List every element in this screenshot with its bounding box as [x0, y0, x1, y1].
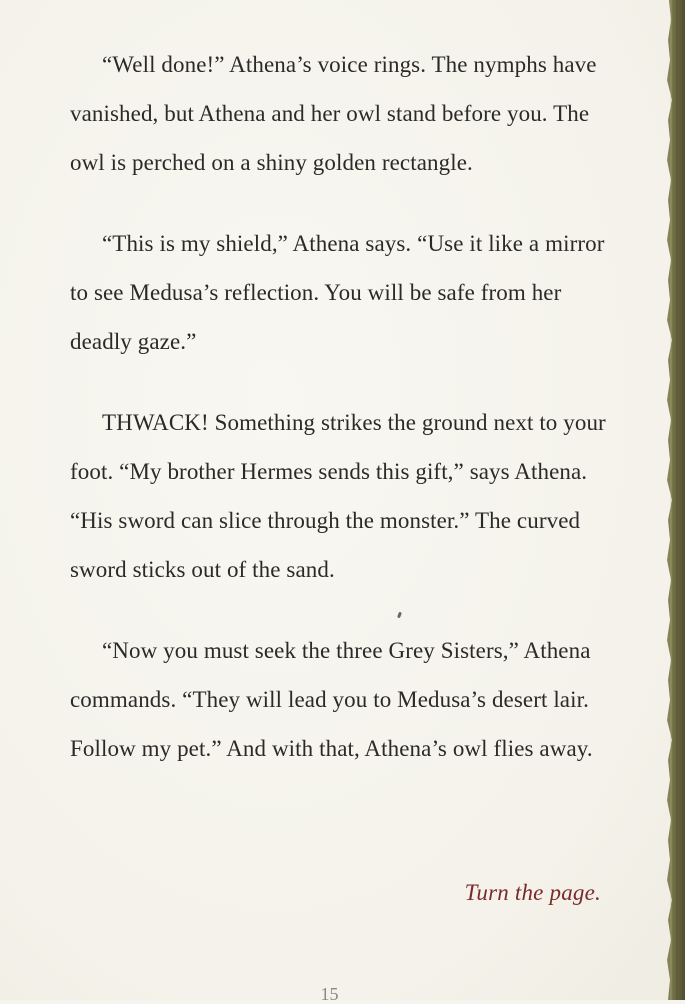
- turn-the-page-prompt[interactable]: Turn the page.: [464, 880, 601, 905]
- page-edge-decoration: [659, 0, 685, 1000]
- paragraph: “Well done!” Athena’s voice rings. The nymphs have vanished, but Athena and her owl stand before you. The owl is perched on a shiny golden rectangle.: [70, 52, 597, 175]
- paragraph: THWACK! Something strikes the ground next to your foot. “My brother Hermes sends this gift,” says Athena. “His sword can slice through the monster.” The curved sword sticks out of the sand.: [70, 410, 606, 582]
- paragraph: “This is my shield,” Athena says. “Use it like a mirror to see Medusa’s reflection. You will be safe from her deadly gaze.”: [70, 231, 605, 354]
- page-number: 15: [320, 984, 339, 1004]
- story-text: [70, 40, 615, 805]
- paragraph: “Now you must seek the three Grey Sisters,” Athena commands. “They will lead you to Medusa’s desert lair. Follow my pet.” And with that, Athena’s owl flies away.: [70, 638, 593, 761]
